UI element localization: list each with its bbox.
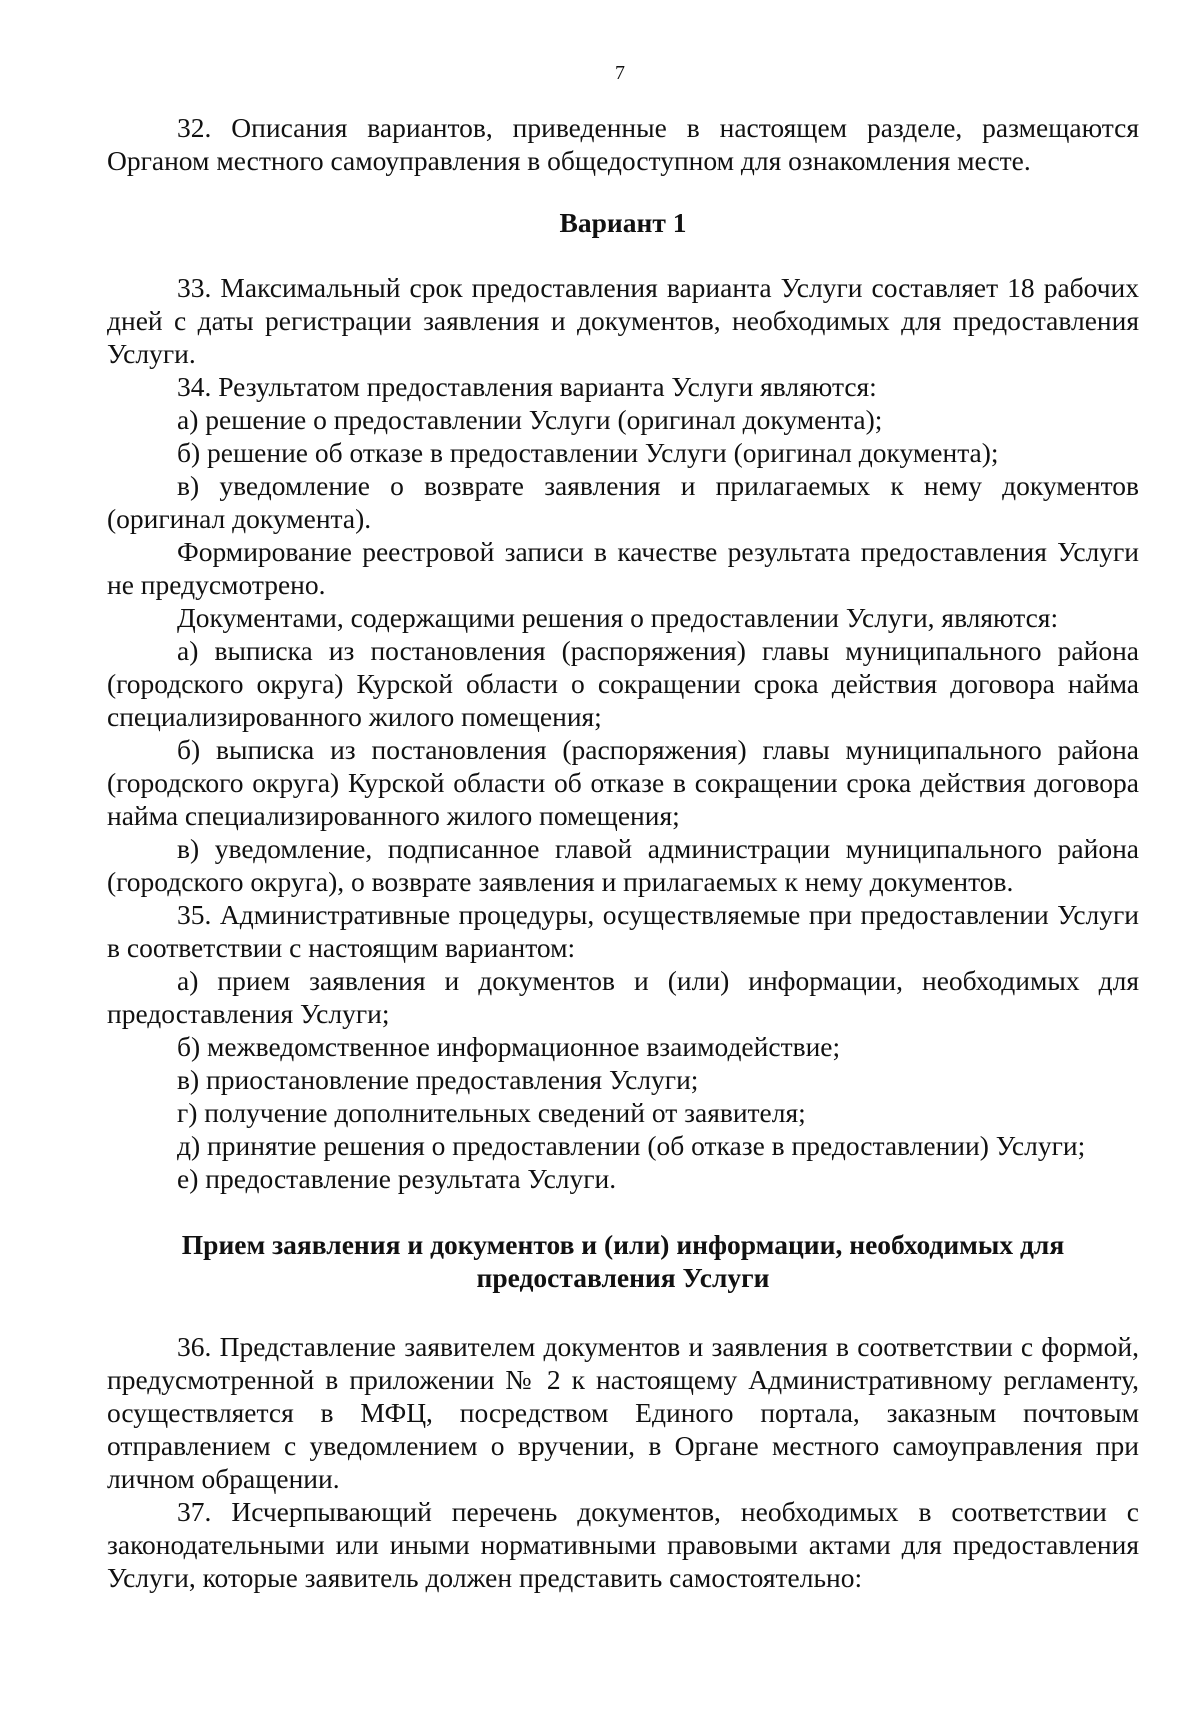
paragraph-34: 34. Результатом предоставления варианта Услуги являются:: [177, 371, 877, 402]
procedure-item-g: г) получение дополнительных сведений от заявителя;: [177, 1097, 806, 1128]
registry-record-note: Формирование реестровой записи в качестве результата предоставления Услуги не предусмотрено.: [107, 536, 1139, 600]
procedure-item-e: е) предоставление результата Услуги.: [177, 1163, 617, 1194]
result-item-a: а) решение о предоставлении Услуги (оригинал документа);: [177, 404, 883, 435]
section-heading-line-2: предоставления Услуги: [476, 1262, 770, 1293]
section-heading-variant-1: Вариант 1: [559, 207, 687, 238]
procedure-item-v: в) приостановление предоставления Услуги;: [177, 1064, 699, 1095]
document-body: [107, 111, 1139, 1594]
paragraph-37: 37. Исчерпывающий перечень документов, необходимых в соответствии с законодательными или иными нормативными правовыми актами для предоставления Услуги, которые заявитель должен представить самостоятельно:: [107, 1496, 1139, 1593]
decision-document-b: б) выписка из постановления (распоряжения) главы муниципального района (городского округа) Курской области об отказе в сокращении срока действия договора найма специализированного жилого помещения;: [107, 734, 1139, 831]
result-item-v: в) уведомление о возврате заявления и прилагаемых к нему документов (оригинал документа).: [107, 470, 1139, 534]
paragraph-36: 36. Представление заявителем документов и заявления в соответствии с формой, предусмотренной в приложении № 2 к настоящему Административному регламенту, осуществляется в МФЦ, посредством Единого портала, заказным почтовым отправлением с уведомлением о вручении, в Органе местного самоуправления при личном обращении.: [107, 1331, 1139, 1494]
paragraph-33: 33. Максимальный срок предоставления варианта Услуги составляет 18 рабочих дней с даты регистрации заявления и документов, необходимых для предоставления Услуги.: [107, 272, 1139, 369]
decision-document-v: в) уведомление, подписанное главой администрации муниципального района (городского округа), о возврате заявления и прилагаемых к нему документов.: [107, 833, 1139, 897]
paragraph-35: 35. Административные процедуры, осуществляемые при предоставлении Услуги в соответствии с настоящим вариантом:: [107, 899, 1139, 963]
paragraph-32: 32. Описания вариантов, приведенные в настоящем разделе, размещаются Органом местного самоуправления в общедоступном для ознакомления месте.: [107, 112, 1139, 176]
procedure-item-b: б) межведомственное информационное взаимодействие;: [177, 1031, 841, 1062]
decision-document-a: а) выписка из постановления (распоряжения) главы муниципального района (городского округа) Курской области о сокращении срока действия договора найма специализированного жилого помещения;: [107, 635, 1139, 732]
section-heading-line-1: Прием заявления и документов и (или) информации, необходимых для: [181, 1229, 1065, 1260]
page-number: 7: [615, 62, 625, 84]
procedure-item-a: а) прием заявления и документов и (или) информации, необходимых для предоставления Услуги;: [107, 965, 1139, 1029]
procedure-item-d: д) принятие решения о предоставлении (об отказе в предоставлении) Услуги;: [177, 1130, 1086, 1161]
section-heading-application-reception: [107, 1228, 1139, 1294]
result-item-b: б) решение об отказе в предоставлении Услуги (оригинал документа);: [177, 437, 999, 468]
decision-documents-intro: Документами, содержащими решения о предоставлении Услуги, являются:: [177, 602, 1059, 633]
